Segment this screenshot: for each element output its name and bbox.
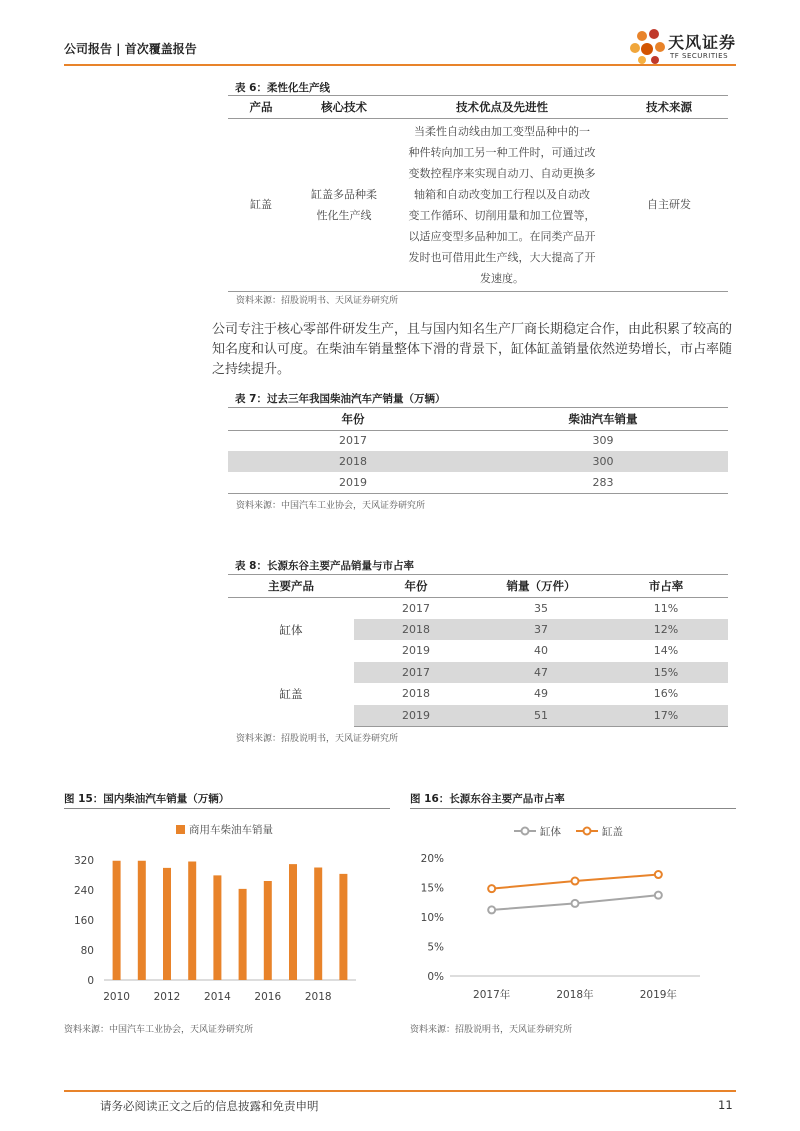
table6-header-product: 产品 <box>228 96 294 118</box>
data-point <box>572 878 579 885</box>
y-tick-label: 0% <box>427 971 444 983</box>
table7-header-year: 年份 <box>228 408 478 430</box>
x-tick-label: 2018 <box>304 991 332 1003</box>
table8-year: 2018 <box>402 687 430 701</box>
y-tick-label: 80 <box>80 945 94 957</box>
y-tick-label: 10% <box>420 912 444 924</box>
table8 <box>228 575 728 727</box>
y-tick-label: 5% <box>427 941 444 954</box>
table6-advantage-line: 以适应变型多品种加工。在同类产品开 <box>408 229 596 243</box>
table8-year: 2017 <box>402 601 430 615</box>
figure16-line-chart <box>410 812 736 1012</box>
table8-header-product: 主要产品 <box>228 575 354 597</box>
table6-core-tech <box>294 118 394 291</box>
table8-volume: 47 <box>478 662 604 684</box>
legend-label: 缸盖 <box>602 826 623 838</box>
table7-header-sales: 柴油汽车销量 <box>478 408 728 430</box>
x-tick-label: 2012 <box>153 991 181 1003</box>
footer-disclaimer: 请务必阅读正文之后的信息披露和免责申明 <box>100 1099 319 1113</box>
y-tick-label: 320 <box>73 855 94 867</box>
table8-year: 2019 <box>354 705 478 727</box>
legend-label: 商用车柴油车销量 <box>189 824 273 836</box>
table6-tech-source: 自主研发 <box>610 118 728 291</box>
table8-volume: 37 <box>478 619 604 641</box>
table6-advantage-line: 变数控程序来实现自动刀、自动更换多 <box>408 166 596 180</box>
data-point <box>488 906 495 913</box>
table6-core-tech-line: 缸盖多品种柔 <box>311 187 377 201</box>
table8-year: 2017 <box>354 662 478 684</box>
logo-name-cn: 天风证券 <box>668 33 737 52</box>
table8-header-year: 年份 <box>354 575 478 597</box>
figure15-caption: 图 15：国内柴油汽车销量（万辆） <box>64 793 230 805</box>
table8-share: 14% <box>653 644 679 658</box>
table8-year: 2018 <box>354 619 478 641</box>
table6-header-core-tech: 核心技术 <box>294 96 394 118</box>
table6-header-advantage: 技术优点及先进性 <box>394 96 610 118</box>
table-row <box>228 472 728 493</box>
table6-advantage-line: 发时也可借用此生产线，大大提高了开 <box>408 250 596 264</box>
table7-year: 2017 <box>339 434 367 448</box>
table6-source: 资料来源：招股说明书、天风证券研究所 <box>236 296 399 306</box>
table8-volume: 49 <box>534 687 548 701</box>
table8-product-head: 缸盖 <box>279 686 303 701</box>
table7-year: 2019 <box>228 472 478 493</box>
table8-source: 资料来源：招股说明书，天风证券研究所 <box>236 734 399 744</box>
table8-header-share: 市占率 <box>604 575 728 597</box>
table7-year: 2018 <box>228 451 478 472</box>
bar <box>264 881 272 980</box>
table6-advantage-line: 发速度。 <box>480 271 524 285</box>
data-point <box>655 871 662 878</box>
figure15-source: 资料来源：中国汽车工业协会，天风证券研究所 <box>64 1025 254 1035</box>
table6-product: 缸盖 <box>228 118 294 291</box>
table7-sales: 300 <box>478 451 728 472</box>
data-point <box>655 892 662 899</box>
table8-product-block: 缸体 <box>279 622 303 637</box>
bar <box>339 874 347 980</box>
x-tick-label: 2019年 <box>639 989 677 1001</box>
table8-header-volume: 销量（万件） <box>478 575 604 597</box>
table8-share: 15% <box>604 662 728 684</box>
bar <box>289 864 297 980</box>
table6-advantage-line: 种件转向加工另一种工件时，可通过改 <box>408 145 596 159</box>
table6-advantage <box>394 118 610 291</box>
table7-sales: 309 <box>592 434 614 448</box>
table7-caption: 表 7：过去三年我国柴油汽车产销量（万辆） <box>235 393 446 405</box>
logo-name-en: TF SECURITIES <box>670 52 729 60</box>
figure16-source: 资料来源：招股说明书，天风证券研究所 <box>410 1025 573 1035</box>
y-tick-label: 160 <box>73 915 94 927</box>
y-tick-label: 15% <box>420 882 444 895</box>
table6-core-tech-line: 性化生产线 <box>316 208 372 222</box>
table6 <box>228 96 728 292</box>
x-tick-label: 2018年 <box>556 989 594 1001</box>
table6-advantage-line: 变工作循环、切削用量和加工位置等， <box>408 208 596 222</box>
legend-marker <box>522 828 529 835</box>
figure15-bar-chart <box>64 812 390 1012</box>
y-tick-label: 0 <box>87 975 94 987</box>
bar <box>138 861 146 980</box>
table6-advantage-line: 轴箱和自动改变加工行程以及自动改 <box>414 187 590 201</box>
table8-share: 17% <box>604 705 728 727</box>
table6-header-source: 技术来源 <box>610 96 728 118</box>
figure16-caption: 图 16：长源东谷主要产品市占率 <box>410 793 565 805</box>
report-type-title: 公司报告 | 首次覆盖报告 <box>64 42 197 56</box>
footer-rule <box>64 1090 736 1092</box>
table7 <box>228 408 728 494</box>
table-row <box>228 662 728 684</box>
legend-swatch <box>176 825 185 834</box>
x-tick-label: 2010 <box>103 991 130 1003</box>
page-number: 11 <box>718 1098 733 1112</box>
table8-share: 11% <box>653 601 679 615</box>
table8-year: 2019 <box>402 644 430 658</box>
x-tick-label: 2014 <box>204 991 231 1003</box>
table8-volume: 35 <box>534 601 548 615</box>
legend-marker <box>584 828 591 835</box>
table8-share: 12% <box>604 619 728 641</box>
bar <box>239 889 247 980</box>
table6-advantage-line: 当柔性自动线由加工变型品种中的一 <box>414 124 590 138</box>
table8-caption: 表 8：长源东谷主要产品销量与市占率 <box>235 560 414 572</box>
legend-label: 缸体 <box>540 826 561 838</box>
bar <box>188 862 196 981</box>
table8-volume: 40 <box>534 644 548 658</box>
table7-sales: 283 <box>478 472 728 493</box>
table6-caption: 表 6：柔性化生产线 <box>235 82 330 94</box>
table8-volume: 51 <box>478 705 604 727</box>
data-point <box>572 900 579 907</box>
bar <box>113 861 121 980</box>
bar <box>163 868 171 980</box>
data-point <box>488 885 495 892</box>
y-tick-label: 20% <box>420 853 444 865</box>
bar <box>213 875 221 980</box>
x-tick-label: 2016 <box>254 991 282 1003</box>
bar <box>314 868 322 981</box>
figure15-rule <box>64 808 390 809</box>
body-paragraph: 公司专注于核心零部件研发生产，且与国内知名生产厂商长期稳定合作，由此积累了较高的知名度和认可度。在柴油车销量整体下滑的背景下，缸体缸盖销量依然逆势增长，市占率随之持续提升。 <box>212 322 733 377</box>
x-tick-label: 2017年 <box>473 989 511 1001</box>
table8-share: 16% <box>653 687 679 701</box>
y-tick-label: 240 <box>73 885 94 897</box>
tf-securities-logo-icon <box>628 26 668 66</box>
table7-source: 资料来源：中国汽车工业协会，天风证券研究所 <box>236 501 426 511</box>
table-row <box>228 597 728 619</box>
table-row <box>228 430 728 451</box>
figure16-rule <box>410 808 736 809</box>
table-row <box>228 451 728 472</box>
